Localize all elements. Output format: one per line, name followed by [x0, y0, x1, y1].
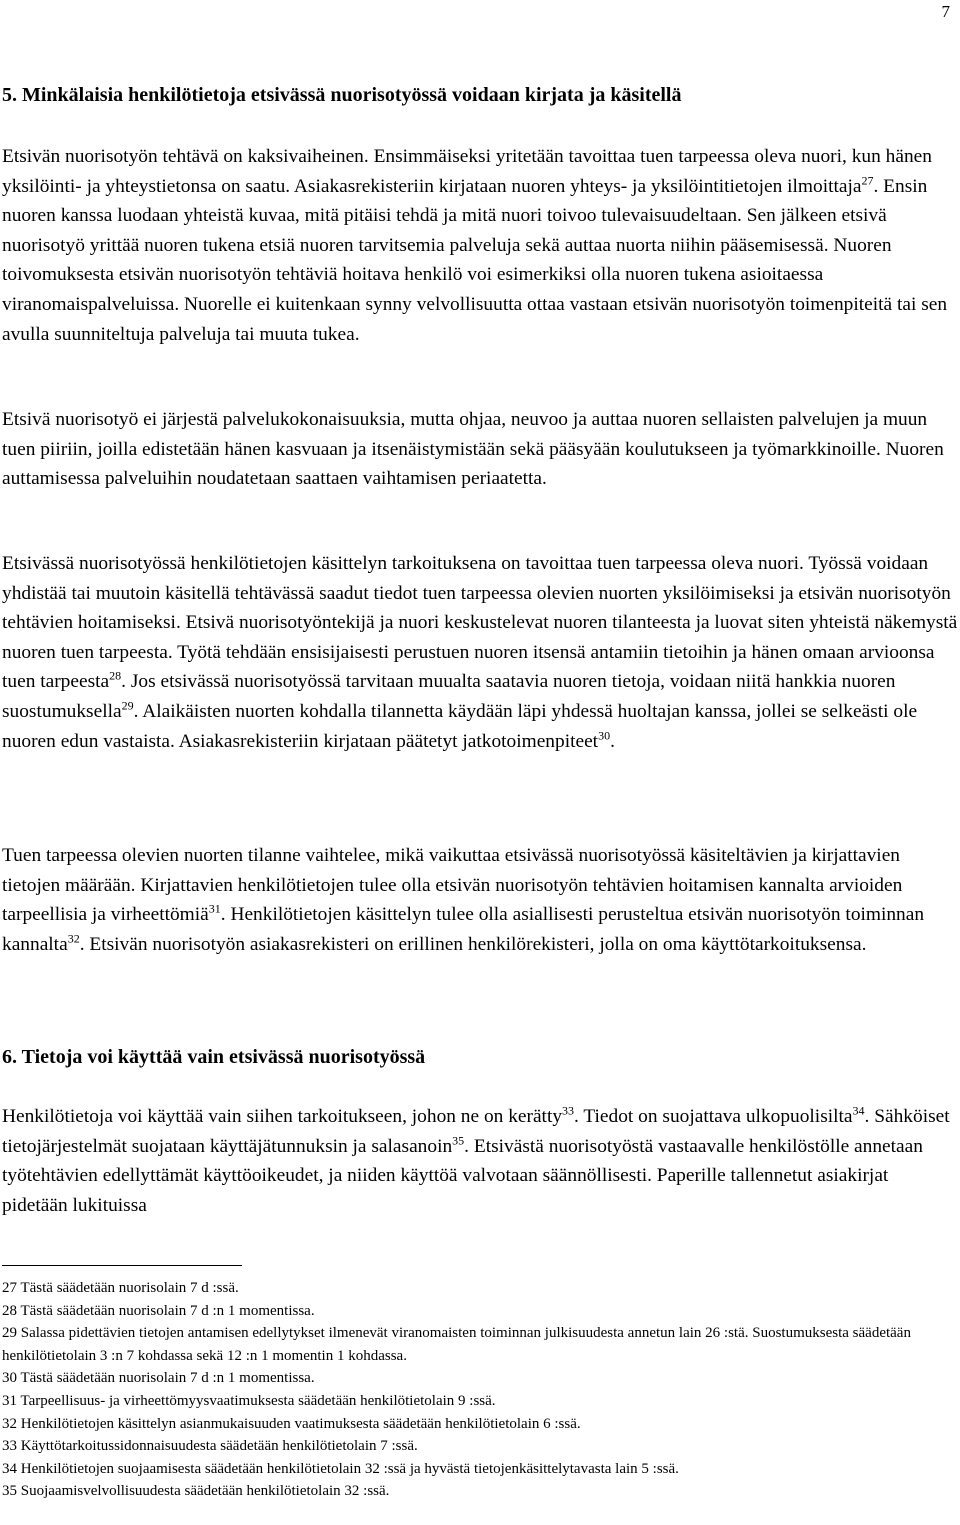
text-run: Etsivässä nuorisotyössä henkilötietojen käsittelyn tarkoituksena on tavoittaa tuen tarpeessa oleva nuori. Työssä voidaan yhdistää tai muutoin käsitellä tehtävässä saadut tiedot tuen tarpeessa olevien nuorten yksilöimiseksi ja etsivän nuorisotyön tehtävien hoitamiseksi. Etsivä nuorisotyöntekijä ja nuori keskustelevat nuoren tilanteesta ja luovat siten yhteistä näkemystä nuoren tuen tarpeesta. Työtä tehdään ensisijaisesti perustuen nuoren itsensä antamiin tietoihin ja hänen omaan arvioonsa tuen tarpeesta — [2, 553, 958, 693]
section-5-paragraph-3 — [2, 549, 958, 756]
section-5-paragraph-1 — [2, 142, 958, 349]
section-6-heading: 6. Tietoja voi käyttää vain etsivässä nuorisotyössä — [2, 1046, 426, 1068]
page-number: 7 — [941, 2, 950, 21]
footnote-29: 29 Salassa pidettävien tietojen antamisen edellytykset ilmenevät viranomaisten toiminnan julkisuudesta annetun lain 26 :stä. Suostumuksesta säädetään henkilötietolain 3 :n 7 kohdassa sekä 12 :n 1 momentin 1 kohdassa. — [2, 1325, 911, 1364]
text-run: . Sähköiset tietojärjestelmät suojataan käyttäjätunnuksin ja salasanoin — [2, 1106, 950, 1157]
text-run: . — [610, 730, 615, 752]
text-run: . Etsivän nuorisotyön asiakasrekisteri on erillinen henkilörekisteri, jolla on oma käyttötarkoituksensa. — [79, 933, 867, 955]
footnote-ref-34: 34 — [852, 1103, 865, 1118]
footnote-ref-30: 30 — [598, 728, 611, 743]
text-run: . Etsivästä nuorisotyöstä vastaavalle henkilöstölle annetaan työtehtävien edellyttämät käyttöoikeudet, ja niiden käyttöä valvotaan säännöllisesti. Paperille tallennetut asiakirjat pidetään lukituissa — [2, 1135, 923, 1216]
section-5-paragraph-4 — [2, 841, 958, 959]
footnote-31: 31 Tarpeellisuus- ja virheettömyysvaatimuksesta säädetään henkilötietolain 9 :ssä. — [2, 1392, 496, 1409]
footnote-ref-31: 31 — [208, 901, 221, 916]
text-run: Tuen tarpeessa olevien nuorten tilanne vaihtelee, mikä vaikuttaa etsivässä nuorisotyössä käsiteltävien ja kirjattavien tietojen määrään. Kirjattavien henkilötietojen tulee olla etsivän nuorisotyön tehtävien hoitamisen kannalta arvioiden tarpeellisia ja virheettömiä — [2, 845, 903, 926]
footnote-ref-32: 32 — [67, 931, 80, 946]
section-5-paragraph-2: Etsivä nuorisotyö ei järjestä palvelukokonaisuuksia, mutta ohjaa, neuvoo ja auttaa nuoren sellaisten palvelujen ja muun tuen piiriin, joilla edistetään hänen kasvuaan ja itsenäistymistään sekä pääsyään koulutukseen ja työmarkkinoille. Nuoren auttamisessa palveluihin noudatetaan saattaen vaihtamisen periaatetta. — [2, 409, 944, 490]
section-6-paragraph-1 — [2, 1102, 958, 1220]
footnote-ref-28: 28 — [109, 668, 122, 683]
text-run: . Jos etsivässä nuorisotyössä tarvitaan muualta saatavia nuoren tietoja, voidaan niitä hankkia nuoren suostumuksella — [2, 671, 896, 722]
footnote-35: 35 Suojaamisvelvollisuudesta säädetään henkilötietolain 32 :ssä. — [2, 1483, 390, 1500]
footnotes-list — [2, 1277, 958, 1503]
text-run: . Ensin nuoren kanssa luodaan yhteistä kuvaa, mitä pitäisi tehdä ja mitä nuori toivoo tulevaisuudeltaan. Sen jälkeen etsivä nuorisotyö yrittää nuoren tukena etsiä nuoren tarvitsemia palveluja sekä auttaa nuorta niihin pääsemisessä. Nuoren toivomuksesta etsivän nuorisotyön tehtäviä hoitava henkilö voi esimerkiksi olla nuoren tukena asioitaessa viranomaispalveluissa. Nuorelle ei kuitenkaan synny velvollisuutta ottaa vastaan etsivän nuorisotyön toimenpiteitä tai sen avulla suunniteltuja palveluja tai muuta tukea. — [2, 175, 948, 345]
footnote-34: 34 Henkilötietojen suojaamisesta säädetään henkilötietolain 32 :ssä ja hyvästä tietojenkäsittelytavasta lain 5 :ssä. — [2, 1460, 679, 1477]
footnote-33: 33 Käyttötarkoitussidonnaisuudesta säädetään henkilötietolain 7 :ssä. — [2, 1438, 418, 1455]
footnote-ref-27: 27 — [861, 173, 874, 188]
footnote-32: 32 Henkilötietojen käsittelyn asianmukaisuuden vaatimuksesta säädetään henkilötietolain 6 :ssä. — [2, 1415, 581, 1432]
footnote-ref-33: 33 — [562, 1103, 575, 1118]
footnote-28: 28 Tästä säädetään nuorisolain 7 d :n 1 momentissa. — [2, 1302, 315, 1319]
footnote-30: 30 Tästä säädetään nuorisolain 7 d :n 1 momentissa. — [2, 1370, 315, 1387]
section-5-heading: 5. Minkälaisia henkilötietoja etsivässä nuorisotyössä voidaan kirjata ja käsitellä — [2, 84, 682, 106]
text-run: . Tiedot on suojattava ulkopuolisilta — [574, 1106, 853, 1127]
footnote-separator — [2, 1265, 242, 1266]
footnote-ref-35: 35 — [452, 1133, 465, 1148]
text-run: Etsivän nuorisotyön tehtävä on kaksivaiheinen. Ensimmäiseksi yritetään tavoittaa tuen tarpeessa oleva nuori, kun hänen yksilöinti- ja yhteystietonsa on saatu. Asiakasrekisteriin kirjataan nuoren yhteys- ja yksilöintitietojen ilmoittaja — [2, 146, 932, 197]
footnote-27: 27 Tästä säädetään nuorisolain 7 d :ssä. — [2, 1280, 239, 1296]
text-run: . Henkilötietojen käsittelyn tulee olla asiallisesti perusteltua etsivän nuorisotyön toiminnan kannalta — [2, 904, 925, 955]
footnote-ref-29: 29 — [121, 698, 134, 713]
text-run: . Alaikäisten nuorten kohdalla tilannetta käydään läpi yhdessä huoltajan kanssa, jollei se selkeästi ole nuoren edun vastaista. Asiakasrekisteriin kirjataan päätetyt jatkotoimenpiteet — [2, 700, 918, 752]
text-run: Henkilötietoja voi käyttää vain siihen tarkoitukseen, johon ne on kerätty — [2, 1106, 563, 1127]
